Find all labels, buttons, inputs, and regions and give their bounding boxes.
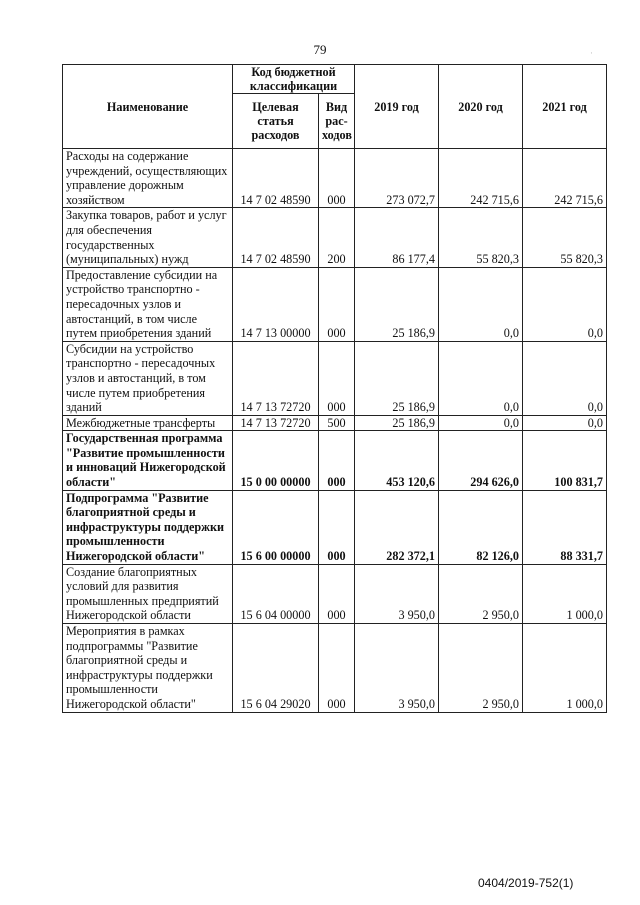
row-target-code: 15 6 00 00000 — [233, 490, 319, 564]
header-year-2019: 2019 год — [355, 65, 439, 149]
row-target-code: 15 6 04 29020 — [233, 624, 319, 713]
row-value-2020: 0,0 — [439, 415, 523, 431]
row-name: Закупка товаров, работ и услуг для обеспечения государственных (муниципальных) нужд — [63, 208, 233, 267]
row-expense-type: 000 — [319, 149, 355, 208]
row-expense-type: 000 — [319, 431, 355, 490]
row-expense-type: 500 — [319, 415, 355, 431]
row-value-2020: 242 715,6 — [439, 149, 523, 208]
row-value-2019: 273 072,7 — [355, 149, 439, 208]
row-value-2020: 2 950,0 — [439, 564, 523, 623]
row-value-2021: 0,0 — [523, 415, 607, 431]
row-value-2021: 55 820,3 — [523, 208, 607, 267]
page-number: 79 — [313, 42, 327, 57]
row-value-2019: 25 186,9 — [355, 267, 439, 341]
table-header — [63, 65, 607, 149]
row-target-code: 14 7 13 00000 — [233, 267, 319, 341]
row-value-2021: 0,0 — [523, 267, 607, 341]
row-expense-type: 000 — [319, 341, 355, 415]
table-body — [63, 149, 607, 713]
row-expense-type: 000 — [319, 490, 355, 564]
row-name: Создание благоприятных условий для развития промышленных предприятий Нижегородской области — [63, 564, 233, 623]
row-value-2019: 3 950,0 — [355, 624, 439, 713]
row-target-code: 14 7 02 48590 — [233, 149, 319, 208]
row-name: Межбюджетные трансферты — [63, 415, 233, 431]
row-target-code: 14 7 13 72720 — [233, 341, 319, 415]
row-expense-type: 000 — [319, 267, 355, 341]
table-row — [63, 267, 607, 341]
row-value-2021: 242 715,6 — [523, 149, 607, 208]
row-value-2020: 294 626,0 — [439, 431, 523, 490]
row-expense-type: 000 — [319, 564, 355, 623]
row-target-code: 15 0 00 00000 — [233, 431, 319, 490]
row-value-2019: 25 186,9 — [355, 341, 439, 415]
row-name: Предоставление субсидии на устройство транспортно - пересадочных узлов и автостанций, в том числе путем приобретения зданий — [63, 267, 233, 341]
budget-table — [62, 64, 607, 713]
row-target-code: 14 7 13 72720 — [233, 415, 319, 431]
table-row — [63, 431, 607, 490]
row-value-2020: 0,0 — [439, 341, 523, 415]
row-name: Подпрограмма "Развитие благоприятной среды и инфраструктуры поддержки промышленности Нижегородской области" — [63, 490, 233, 564]
row-value-2021: 0,0 — [523, 341, 607, 415]
row-name: Государственная программа "Развитие промышленности и инноваций Нижегородской области" — [63, 431, 233, 490]
table-row — [63, 149, 607, 208]
row-value-2019: 453 120,6 — [355, 431, 439, 490]
header-target: Целевая статья расходов — [233, 94, 319, 149]
header-vid: Вид рас-ходов — [319, 94, 355, 149]
row-value-2019: 25 186,9 — [355, 415, 439, 431]
row-target-code: 14 7 02 48590 — [233, 208, 319, 267]
header-year-2020: 2020 год — [439, 65, 523, 149]
table-row — [63, 624, 607, 713]
row-value-2020: 55 820,3 — [439, 208, 523, 267]
row-name: Мероприятия в рамках подпрограммы "Развитие благоприятной среды и инфраструктуры поддержки промышленности Нижегородской области" — [63, 624, 233, 713]
table-row — [63, 415, 607, 431]
row-value-2020: 2 950,0 — [439, 624, 523, 713]
row-name: Расходы на содержание учреждений, осуществляющих управление дорожным хозяйством — [63, 149, 233, 208]
row-value-2021: 1 000,0 — [523, 624, 607, 713]
table-row — [63, 341, 607, 415]
row-expense-type: 000 — [319, 624, 355, 713]
row-value-2019: 3 950,0 — [355, 564, 439, 623]
row-value-2019: 86 177,4 — [355, 208, 439, 267]
corner-mark: · — [590, 48, 593, 58]
row-value-2020: 0,0 — [439, 267, 523, 341]
row-value-2019: 282 372,1 — [355, 490, 439, 564]
table-row — [63, 564, 607, 623]
header-code-group: Код бюджетной классификации — [233, 65, 355, 94]
table-row — [63, 208, 607, 267]
row-value-2020: 82 126,0 — [439, 490, 523, 564]
table-row — [63, 490, 607, 564]
row-expense-type: 200 — [319, 208, 355, 267]
row-value-2021: 88 331,7 — [523, 490, 607, 564]
row-value-2021: 100 831,7 — [523, 431, 607, 490]
row-target-code: 15 6 04 00000 — [233, 564, 319, 623]
header-name: Наименование — [63, 65, 233, 149]
row-value-2021: 1 000,0 — [523, 564, 607, 623]
document-code: 0404/2019-752(1) — [478, 876, 574, 890]
row-name: Субсидии на устройство транспортно - пересадочных узлов и автостанций, в том числе путем приобретения зданий — [63, 341, 233, 415]
header-year-2021: 2021 год — [523, 65, 607, 149]
